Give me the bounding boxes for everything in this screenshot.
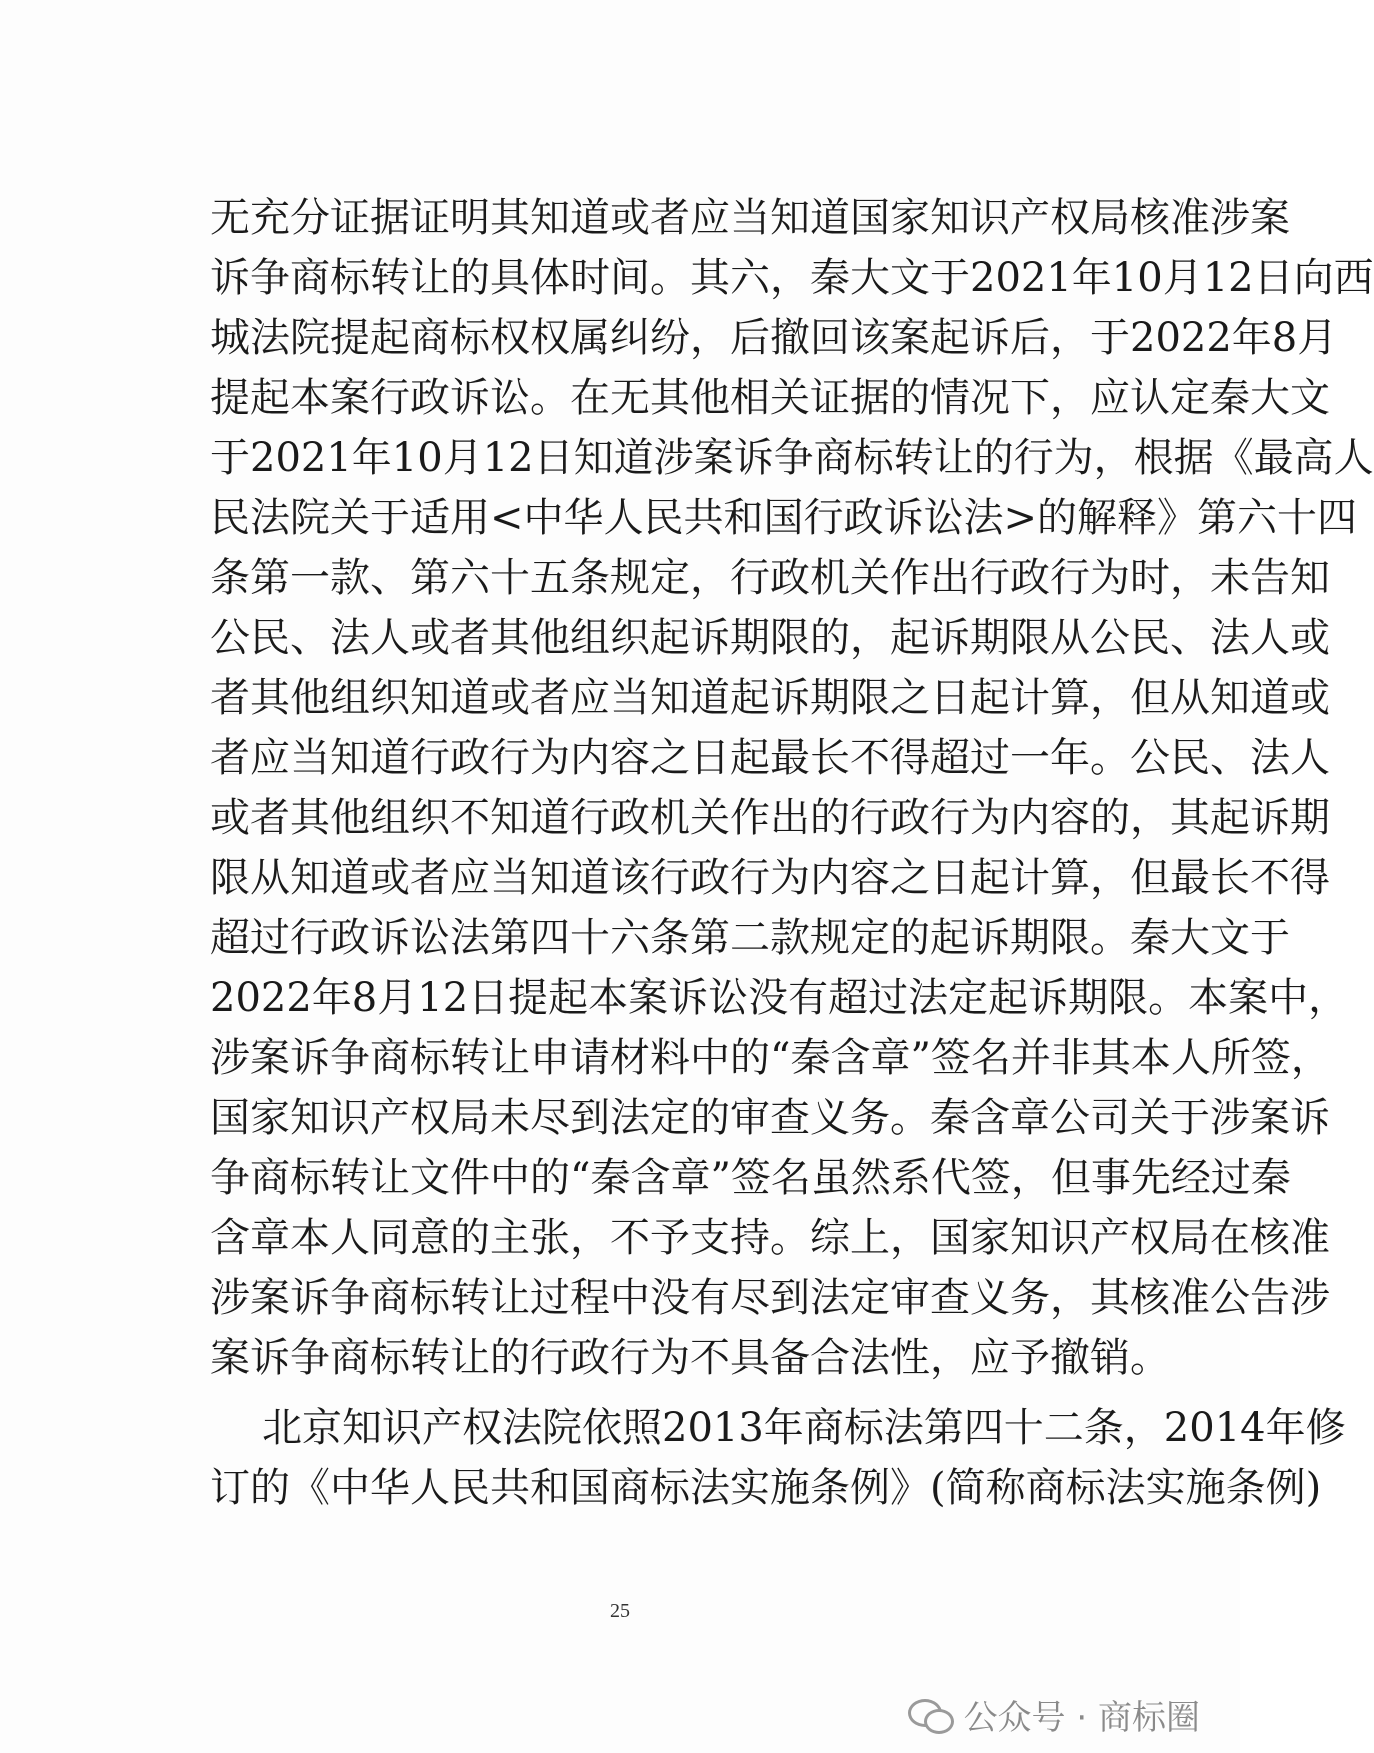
text-line: 订的《中华人民共和国商标法实施条例》(简称商标法实施条例) [210,1465,1322,1511]
paragraph-first-line: 北京知识产权法院依照2013年商标法第四十二条，2014年修 [262,1405,1346,1451]
watermark-text: 公众号 · 商标圈 [963,1698,1200,1738]
text-line: 或者其他组织不知道行政机关作出的行政行为内容的，其起诉期 [210,795,1330,841]
text-line: 城法院提起商标权权属纠纷，后撤回该案起诉后，于2022年8月 [210,315,1338,361]
text-line: 限从知道或者应当知道该行政行为内容之日起计算，但最长不得 [210,855,1330,901]
text-line: 含章本人同意的主张，不予支持。综上，国家知识产权局在核准 [210,1215,1330,1261]
text-line: 于2021年10月12日知道涉案诉争商标转让的行为，根据《最高人 [210,435,1374,481]
text-line: 超过行政诉讼法第四十六条第二款规定的起诉期限。秦大文于 [210,915,1290,961]
watermark [908,1690,1200,1739]
wechat-icon [908,1697,952,1733]
page-number: 25 [610,1600,630,1622]
text-line: 民法院关于适用<中华人民共和国行政诉讼法>的解释》第六十四 [210,495,1358,541]
text-line: 无充分证据证明其知道或者应当知道国家知识产权局核准涉案 [210,195,1290,241]
text-line: 涉案诉争商标转让过程中没有尽到法定审查义务，其核准公告涉 [210,1275,1330,1321]
text-line: 案诉争商标转让的行政行为不具备合法性，应予撤销。 [210,1335,1170,1381]
text-line: 2022年8月12日提起本案诉讼没有超过法定起诉期限。本案中， [210,975,1349,1021]
text-line: 者应当知道行政行为内容之日起最长不得超过一年。公民、法人 [210,735,1330,781]
text-line: 国家知识产权局未尽到法定的审查义务。秦含章公司关于涉案诉 [210,1095,1330,1141]
text-line: 者其他组织知道或者应当知道起诉期限之日起计算，但从知道或 [210,675,1330,721]
text-line: 提起本案行政诉讼。在无其他相关证据的情况下，应认定秦大文 [210,375,1330,421]
text-line: 涉案诉争商标转让申请材料中的“秦含章”签名并非其本人所签， [210,1035,1331,1081]
text-line: 条第一款、第六十五条规定，行政机关作出行政行为时，未告知 [210,555,1330,601]
text-line: 公民、法人或者其他组织起诉期限的，起诉期限从公民、法人或 [210,615,1330,661]
text-line: 诉争商标转让的具体时间。其六，秦大文于2021年10月12日向西 [210,255,1374,301]
text-line: 争商标转让文件中的“秦含章”签名虽然系代签，但事先经过秦 [210,1155,1291,1201]
